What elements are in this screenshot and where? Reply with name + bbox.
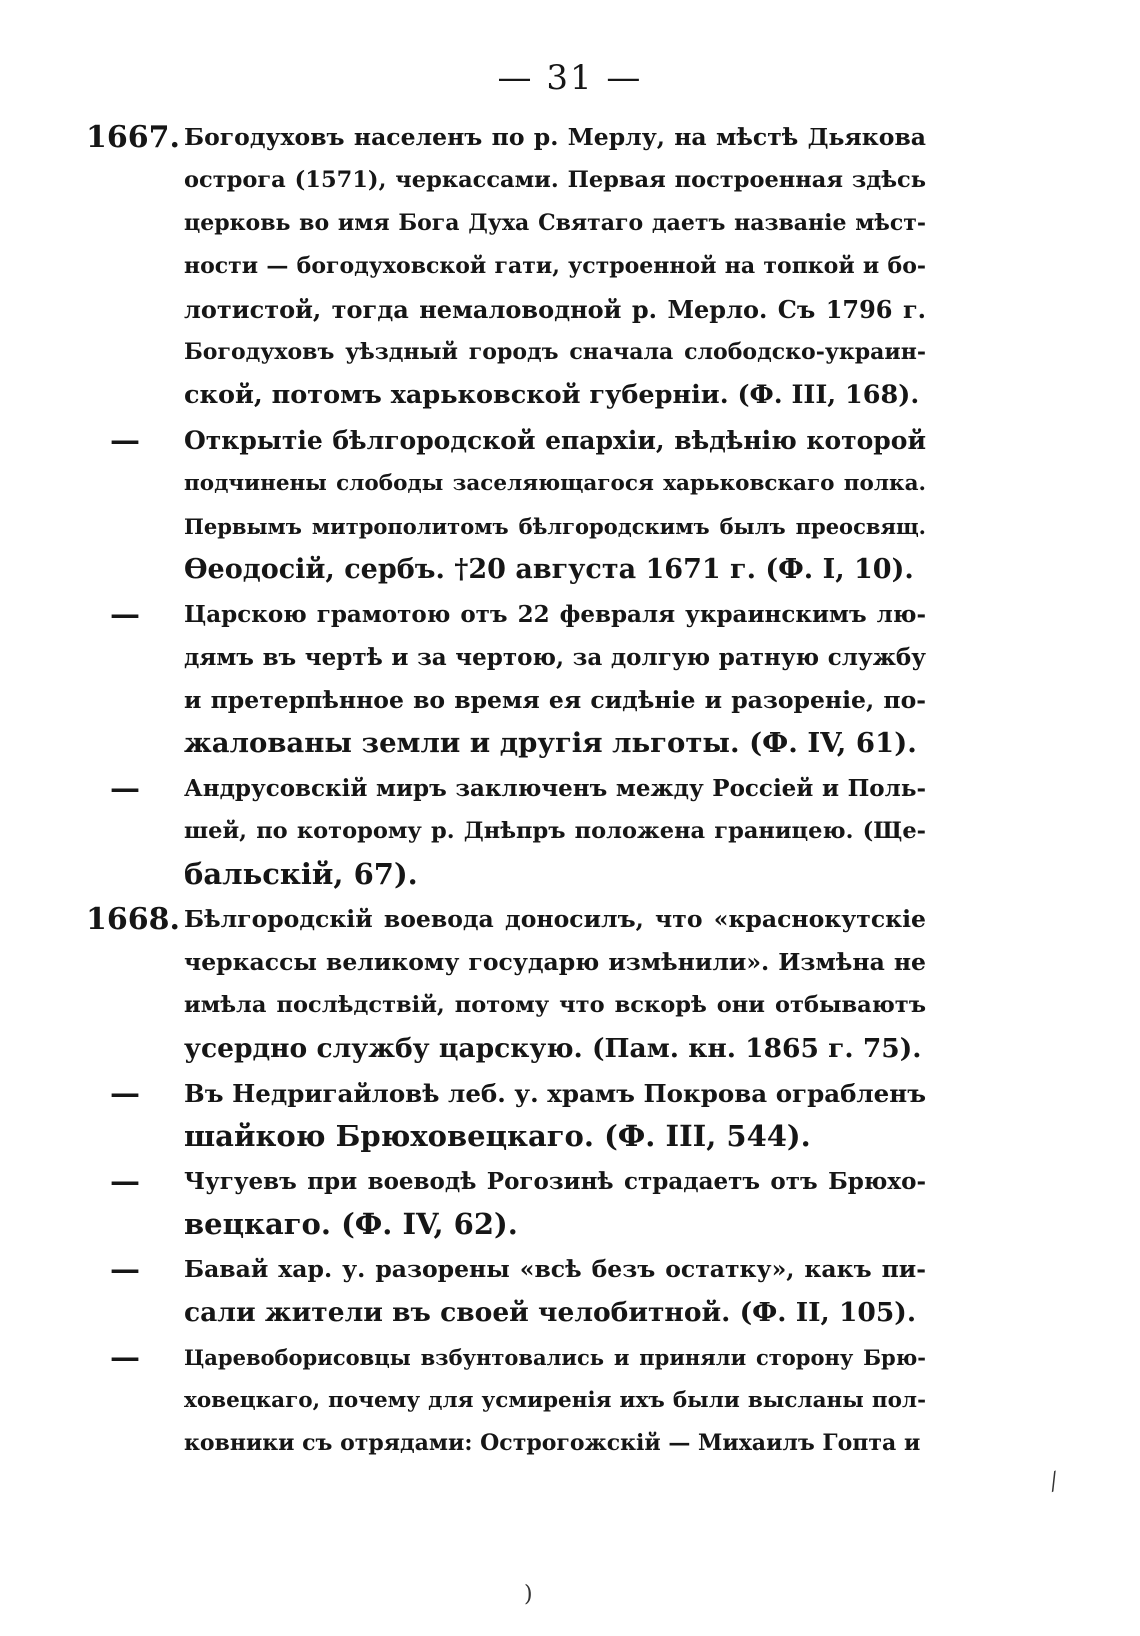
entry-text-line: жалованы земли и другія льготы. (Ф. IV, 61). (184, 727, 917, 759)
entry-text (184, 1072, 926, 1158)
entry-text-line: Царскою грамотою отъ 22 февраля украинскимъ лю- (184, 601, 926, 628)
entry-text-line: лотистой, тогда немаловодной р. Мерло. Съ 1796 г. (184, 295, 926, 324)
chronicle-entries (86, 116, 926, 1467)
entry-text (184, 898, 926, 1070)
entry-dash-marker: — (110, 1252, 140, 1287)
entry-year-marker: 1668. (86, 902, 180, 937)
entry-text (184, 767, 926, 896)
page-number: — 31 — (497, 58, 643, 98)
chronicle-entry (86, 419, 926, 591)
entry-text-line: и претерпѣнное во время ея сидѣніе и разореніе, по- (184, 686, 926, 714)
entry-text (184, 1336, 926, 1465)
entry-text-line: острога (1571), черкассами. Первая построенная здѣсь (184, 167, 926, 193)
entry-text-line: ской, потомъ харьковской губерніи. (Ф. III, 168). (184, 380, 920, 410)
entry-text-line: Бавай хар. у. разорены «всѣ безъ остатку», какъ пи- (184, 1255, 926, 1283)
entry-text-line: подчинены слободы заселяющагося харьковскаго полка. (184, 471, 926, 496)
entry-text-line: ности — богодуховской гати, устроенной на топкой и бо- (184, 253, 926, 279)
entry-text-line: ховецкаго, почему для усмиренія ихъ были высланы пол- (184, 1388, 926, 1413)
entry-text-line: Чугуевъ при воеводѣ Рогозинѣ страдаетъ отъ Брюхо- (184, 1168, 926, 1195)
chronicle-entry (86, 1160, 926, 1246)
entry-text-line: Царевоборисовцы взбунтовались и приняли сторону Брю- (184, 1345, 926, 1370)
chronicle-entry (86, 593, 926, 765)
chronicle-entry (86, 1072, 926, 1158)
entry-text (184, 1248, 926, 1334)
stray-ink-mark: ⁄ (1046, 1468, 1062, 1496)
entry-year-marker: 1667. (86, 120, 180, 155)
chronicle-entry (86, 116, 926, 417)
entry-text-line: Бѣлгородскій воевода доносилъ, что «краснокутскіе (184, 905, 926, 933)
footer-mark: ) (524, 1582, 533, 1607)
entry-dash-marker: — (110, 423, 140, 458)
entry-text (184, 116, 926, 417)
chronicle-entry (86, 767, 926, 896)
entry-text-line: усердно службу царскую. (Пам. кн. 1865 г. 75). (184, 1033, 922, 1064)
entry-text-line: шайкою Брюховецкаго. (Ф. III, 544). (184, 1119, 811, 1153)
entry-text-line: ковники съ отрядами: Острогожскій — Михаилъ Гопта и (184, 1430, 921, 1456)
chronicle-entry (86, 1336, 926, 1465)
entry-text-line: Богодуховъ населенъ по р. Мерлу, на мѣстѣ Дьякова (184, 123, 926, 151)
chronicle-entry (86, 898, 926, 1070)
entry-text-line: черкассы великому государю измѣнили». Измѣна не (184, 948, 926, 976)
entry-text-line: имѣла послѣдствій, потому что вскорѣ они отбываютъ (184, 992, 926, 1018)
entry-text-line: вецкаго. (Ф. IV, 62). (184, 1207, 518, 1241)
entry-text-line: бальскій, 67). (184, 857, 418, 891)
entry-dash-marker: — (110, 597, 140, 632)
entry-text-line: сали жители въ своей челобитной. (Ф. II, 105). (184, 1297, 917, 1328)
entry-text-line: церковь во имя Бога Духа Святаго даетъ названіе мѣст- (184, 210, 926, 236)
entry-text-line: Өеодосій, сербъ. †20 августа 1671 г. (Ф. I, 10). (184, 554, 914, 585)
entry-dash-marker: — (110, 771, 140, 806)
entry-text-line: дямъ въ чертѣ и за чертою, за долгую ратную службу (184, 644, 926, 671)
entry-text (184, 593, 926, 765)
entry-text-line: шей, по которому р. Днѣпръ положена границею. (Ще- (184, 818, 926, 844)
entry-text-line: Богодуховъ уѣздный городъ сначала слободско-украин- (184, 339, 926, 365)
entry-text (184, 1160, 926, 1246)
entry-text (184, 419, 926, 591)
entry-text-line: Андрусовскій миръ заключенъ между Россіей и Поль- (184, 775, 926, 802)
entry-dash-marker: — (110, 1164, 140, 1199)
entry-text-line: Первымъ митрополитомъ бѣлгородскимъ былъ преосвящ. (184, 514, 926, 539)
entry-text-line: Открытіе бѣлгородской епархіи, вѣдѣнію которой (184, 426, 926, 455)
entry-dash-marker: — (110, 1076, 140, 1111)
entry-text-line: Въ Недригайловѣ леб. у. храмъ Покрова ограбленъ (184, 1079, 926, 1108)
chronicle-entry (86, 1248, 926, 1334)
entry-dash-marker: — (110, 1340, 140, 1375)
